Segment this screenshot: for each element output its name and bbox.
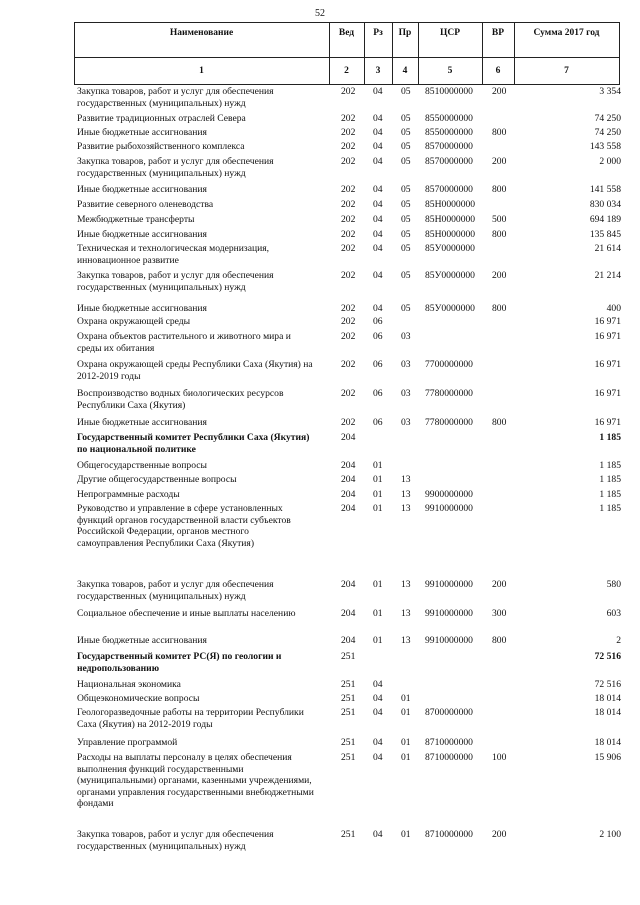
cell-name: Другие общегосударственные вопросы [77,474,237,485]
cell-ved: 202 [341,156,356,167]
cell-pr: 13 [401,489,411,500]
cell-sum: 830 034 [589,199,621,210]
cell-rz: 01 [373,489,383,500]
cell-ved: 204 [341,608,356,619]
cell-pr: 05 [401,86,411,97]
cell-pr: 05 [401,113,411,124]
cell-sum: 74 250 [594,113,621,124]
cell-name: Иные бюджетные ассигнования [77,229,207,240]
cell-name: Воспроизводство водных биологических ресурсов Республики Саха (Якутия) [77,388,284,411]
cell-rz: 04 [373,707,383,718]
cell-rz: 04 [373,156,383,167]
cell-sum: 15 906 [594,752,621,763]
cell-vr: 800 [492,303,507,314]
cell-pr: 13 [401,503,411,514]
cell-csr: 85Н0000000 [425,229,476,240]
cell-pr: 05 [401,229,411,240]
cell-rz: 04 [373,214,383,225]
col-number: 2 [344,66,349,76]
cell-csr: 7780000000 [425,417,473,428]
cell-rz: 01 [373,474,383,485]
cell-csr: 8570000000 [425,156,473,167]
cell-pr: 13 [401,579,411,590]
cell-sum: 580 [606,579,621,590]
cell-name: Закупка товаров, работ и услуг для обеспечения государственных (муниципальных) нужд [77,579,274,602]
cell-pr: 05 [401,270,411,281]
cell-csr: 85У0000000 [425,303,475,314]
cell-pr: 05 [401,156,411,167]
cell-sum: 135 845 [589,229,621,240]
cell-csr: 85Н0000000 [425,199,476,210]
cell-rz: 06 [373,331,383,342]
cell-sum: 21 214 [594,270,621,281]
cell-name: Государственный комитет Республики Саха (Якутия) по национальной политике [77,432,310,455]
header-col-divider [619,22,620,85]
cell-name: Государственный комитет РС(Я) по геологии и недропользованию [77,651,282,674]
cell-rz: 04 [373,199,383,210]
col-number: 7 [564,66,569,76]
cell-csr: 8710000000 [425,737,473,748]
cell-rz: 01 [373,503,383,514]
cell-pr: 01 [401,737,411,748]
cell-sum: 1 185 [599,460,621,471]
col-header-pr: Пр [398,28,412,38]
cell-rz: 04 [373,243,383,254]
cell-pr: 03 [401,417,411,428]
cell-name: Управление программой [77,737,178,748]
cell-name: Охрана окружающей среды Республики Саха (Якутия) на 2012-2019 годы [77,359,313,382]
cell-sum: 603 [606,608,621,619]
cell-pr: 05 [401,141,411,152]
cell-ved: 251 [341,651,356,662]
cell-name: Общегосударственные вопросы [77,460,207,471]
cell-name: Развитие рыбохозяйственного комплекса [77,141,245,152]
cell-rz: 04 [373,737,383,748]
cell-name: Закупка товаров, работ и услуг для обеспечения государственных (муниципальных) нужд [77,156,274,179]
cell-sum: 1 185 [599,474,621,485]
cell-ved: 202 [341,331,356,342]
cell-sum: 16 971 [594,417,621,428]
cell-ved: 251 [341,829,356,840]
cell-sum: 18 014 [594,693,621,704]
cell-sum: 72 516 [594,679,621,690]
cell-name: Закупка товаров, работ и услуг для обеспечения государственных (муниципальных) нужд [77,829,274,852]
cell-pr: 05 [401,243,411,254]
cell-csr: 8700000000 [425,707,473,718]
col-number: 4 [402,66,408,76]
cell-csr: 9910000000 [425,635,473,646]
col-number: 6 [495,66,501,76]
cell-name: Межбюджетные трансферты [77,214,195,225]
cell-sum: 2 [616,635,621,646]
col-header-sum: Сумма 2017 год [533,28,600,38]
header-top-border [74,22,620,23]
cell-rz: 06 [373,316,383,327]
cell-sum: 16 971 [594,388,621,399]
cell-ved: 204 [341,474,356,485]
cell-name: Иные бюджетные ассигнования [77,417,207,428]
cell-ved: 202 [341,303,356,314]
cell-ved: 202 [341,359,356,370]
cell-pr: 03 [401,388,411,399]
cell-rz: 04 [373,303,383,314]
cell-ved: 202 [341,316,356,327]
cell-rz: 04 [373,693,383,704]
cell-csr: 8710000000 [425,829,473,840]
cell-ved: 202 [341,243,356,254]
header-divider [74,57,620,58]
cell-sum: 16 971 [594,316,621,327]
cell-name: Закупка товаров, работ и услуг для обеспечения государственных (муниципальных) нужд [77,86,274,109]
cell-sum: 16 971 [594,331,621,342]
cell-pr: 03 [401,331,411,342]
cell-ved: 251 [341,737,356,748]
page-number: 52 [315,8,325,19]
cell-name: Иные бюджетные ассигнования [77,127,207,138]
cell-sum: 3 354 [599,86,621,97]
cell-name: Техническая и технологическая модернизация, инновационное развитие [77,243,270,266]
cell-sum: 18 014 [594,707,621,718]
cell-pr: 03 [401,359,411,370]
cell-pr: 05 [401,127,411,138]
cell-pr: 13 [401,608,411,619]
cell-name: Расходы на выплаты персоналу в целях обеспечения выполнения функций государственными (муниципальными) органами, казенными учреждениями, органами управления государственными внебюджетными фондами [77,752,314,810]
cell-ved: 204 [341,635,356,646]
col-number: 5 [447,66,453,76]
cell-vr: 100 [492,752,507,763]
cell-rz: 06 [373,388,383,399]
cell-vr: 800 [492,184,507,195]
cell-ved: 204 [341,460,356,471]
cell-ved: 202 [341,417,356,428]
table-header [74,22,620,85]
cell-sum: 143 558 [589,141,621,152]
cell-sum: 1 185 [599,503,621,514]
cell-sum: 2 100 [599,829,621,840]
cell-ved: 251 [341,707,356,718]
cell-ved: 202 [341,229,356,240]
cell-csr: 9910000000 [425,608,473,619]
cell-pr: 05 [401,214,411,225]
cell-ved: 202 [341,86,356,97]
cell-sum: 141 558 [589,184,621,195]
cell-name: Иные бюджетные ассигнования [77,635,207,646]
cell-name: Национальная экономика [77,679,181,690]
cell-vr: 200 [492,270,507,281]
cell-pr: 01 [401,707,411,718]
cell-vr: 200 [492,579,507,590]
cell-sum: 1 185 [599,489,621,500]
cell-csr: 8570000000 [425,184,473,195]
cell-csr: 8550000000 [425,113,473,124]
cell-sum: 18 014 [594,737,621,748]
cell-rz: 04 [373,141,383,152]
cell-sum: 400 [606,303,621,314]
cell-pr: 05 [401,199,411,210]
cell-sum: 16 971 [594,359,621,370]
col-header-name: Наименование [169,28,234,38]
cell-vr: 800 [492,635,507,646]
cell-rz: 04 [373,752,383,763]
cell-pr: 01 [401,829,411,840]
cell-sum: 72 516 [594,651,621,662]
cell-ved: 202 [341,199,356,210]
cell-csr: 7700000000 [425,359,473,370]
cell-vr: 800 [492,417,507,428]
cell-csr: 85У0000000 [425,270,475,281]
cell-name: Геологоразведочные работы на территории Республики Саха (Якутия) на 2012-2019 годы [77,707,304,730]
cell-csr: 8510000000 [425,86,473,97]
cell-name: Охрана объектов растительного и животного мира и среды их обитания [77,331,291,354]
cell-vr: 200 [492,156,507,167]
cell-name: Развитие традиционных отраслей Севера [77,113,246,124]
cell-csr: 9900000000 [425,489,473,500]
cell-csr: 8550000000 [425,127,473,138]
cell-ved: 204 [341,579,356,590]
cell-csr: 8710000000 [425,752,473,763]
cell-pr: 01 [401,752,411,763]
cell-csr: 8570000000 [425,141,473,152]
cell-rz: 04 [373,829,383,840]
cell-name: Развитие северного оленеводства [77,199,214,210]
cell-rz: 04 [373,127,383,138]
cell-csr: 9910000000 [425,503,473,514]
col-header-ved: Вед [338,28,355,38]
cell-pr: 01 [401,693,411,704]
col-number: 1 [199,66,204,76]
col-number: 3 [375,66,381,76]
cell-rz: 04 [373,86,383,97]
col-header-csr: ЦСР [439,28,461,38]
cell-ved: 204 [341,503,356,514]
cell-ved: 202 [341,113,356,124]
cell-vr: 800 [492,127,507,138]
cell-vr: 500 [492,214,507,225]
cell-sum: 1 185 [599,432,621,443]
cell-rz: 01 [373,460,383,471]
cell-sum: 2 000 [599,156,621,167]
cell-sum: 74 250 [594,127,621,138]
cell-sum: 694 189 [589,214,621,225]
cell-name: Непрограммные расходы [77,489,180,500]
cell-vr: 200 [492,86,507,97]
cell-ved: 202 [341,184,356,195]
cell-name: Общеэкономические вопросы [77,693,200,704]
cell-name: Руководство и управление в сфере установленных функций органов государственной власти субъектов Российской Федерации, органов местного самоуправления Республики Саха (Якутия) [77,503,291,549]
cell-name: Иные бюджетные ассигнования [77,303,207,314]
cell-pr: 05 [401,184,411,195]
cell-rz: 06 [373,359,383,370]
cell-ved: 204 [341,432,356,443]
cell-pr: 13 [401,635,411,646]
cell-ved: 202 [341,214,356,225]
cell-rz: 01 [373,635,383,646]
cell-ved: 202 [341,141,356,152]
cell-vr: 300 [492,608,507,619]
header-bottom-border [74,84,620,85]
cell-csr: 9910000000 [425,579,473,590]
cell-rz: 06 [373,417,383,428]
cell-csr: 7780000000 [425,388,473,399]
col-header-rz: Рз [373,28,383,38]
cell-ved: 202 [341,270,356,281]
cell-csr: 85У0000000 [425,243,475,254]
cell-rz: 04 [373,184,383,195]
cell-rz: 01 [373,579,383,590]
cell-name: Охрана окружающей среды [77,316,191,327]
cell-name: Социальное обеспечение и иные выплаты населению [77,608,296,619]
cell-pr: 05 [401,303,411,314]
cell-rz: 04 [373,679,383,690]
cell-rz: 04 [373,270,383,281]
cell-rz: 04 [373,113,383,124]
cell-sum: 21 614 [594,243,621,254]
col-header-vr: ВР [491,28,505,38]
cell-ved: 202 [341,127,356,138]
cell-name: Закупка товаров, работ и услуг для обеспечения государственных (муниципальных) нужд [77,270,274,293]
cell-ved: 251 [341,693,356,704]
cell-name: Иные бюджетные ассигнования [77,184,207,195]
cell-rz: 04 [373,229,383,240]
cell-rz: 01 [373,608,383,619]
cell-ved: 251 [341,679,356,690]
cell-ved: 204 [341,489,356,500]
cell-vr: 800 [492,229,507,240]
cell-csr: 85Н0000000 [425,214,476,225]
cell-pr: 13 [401,474,411,485]
cell-ved: 202 [341,388,356,399]
cell-vr: 200 [492,829,507,840]
cell-ved: 251 [341,752,356,763]
